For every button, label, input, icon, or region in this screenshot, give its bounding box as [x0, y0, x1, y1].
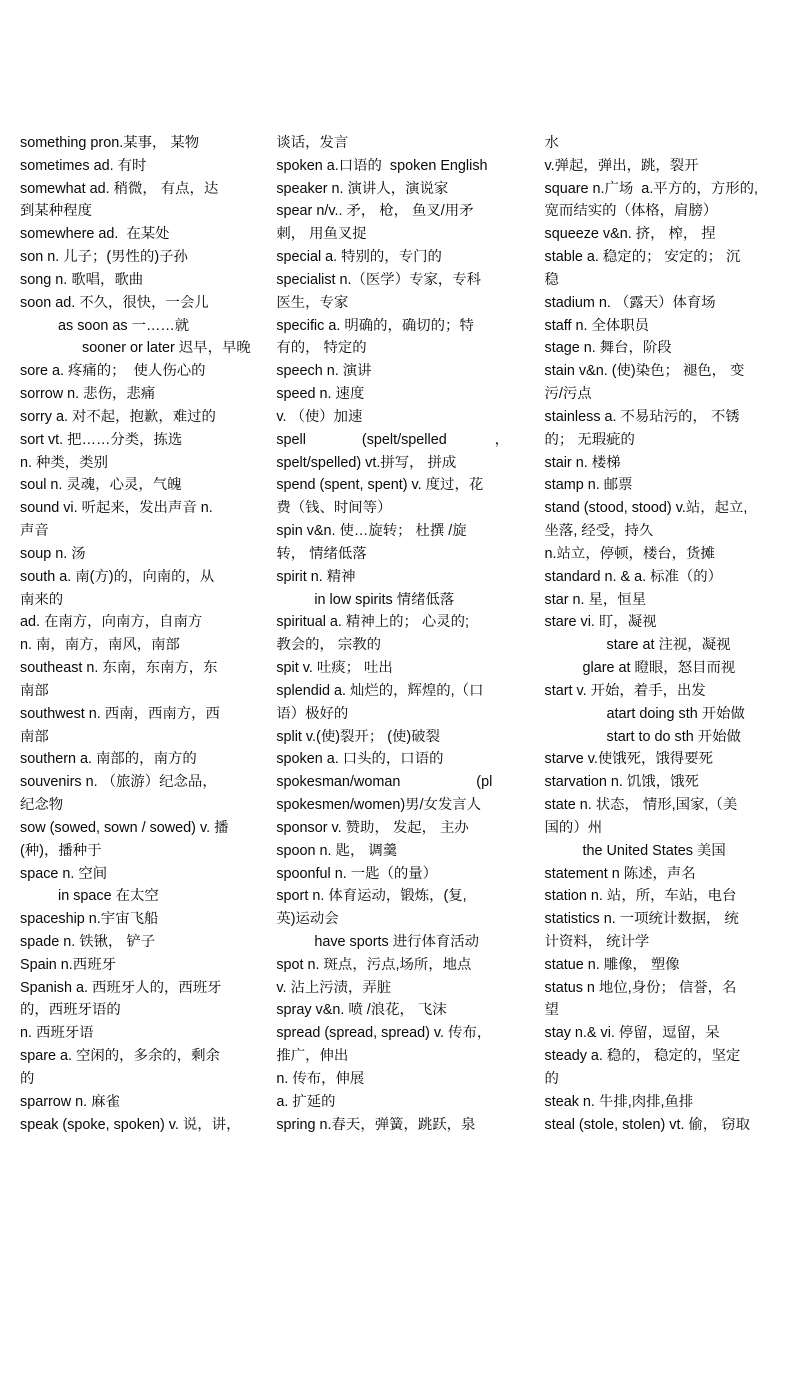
dictionary-entry-line: southeast n. 东南，东南方，东	[20, 660, 218, 677]
dictionary-entry-line: v. 沾上污渍，弄脏	[276, 979, 392, 996]
dictionary-entry-line: 计资料， 统计学	[544, 933, 650, 950]
dictionary-entry-line: speak (spoke, spoken) v. 说，讲，	[20, 1116, 241, 1133]
dictionary-entry-line: space n. 空间	[20, 865, 108, 882]
dictionary-entry-line: sooner or later 迟早，早晚	[82, 340, 251, 357]
dictionary-entry-line: spade n. 铁锹， 铲子	[20, 933, 156, 950]
dictionary-entry-line: 谈话，发言	[276, 135, 349, 151]
dictionary-entry-line: souvenirs n. （旅游）纪念品，	[20, 774, 217, 791]
word-list-column-2	[271, 132, 536, 1136]
dictionary-entry-line: sound vi. 听起来，发出声音 n.	[20, 500, 213, 517]
dictionary-entry-line: stadium n. （露天）体育场	[544, 294, 716, 311]
dictionary-entry-line: song n. 歌唱，歌曲	[20, 271, 144, 288]
dictionary-entry-line: split v.(使)裂开； (使)破裂	[276, 728, 440, 745]
dictionary-entry-line: the United States 美国	[582, 842, 726, 859]
dictionary-entry-line: stay n.& vi. 停留，逗留，呆	[544, 1025, 720, 1042]
dictionary-entry-line: 的	[20, 1070, 35, 1087]
dictionary-entry-line: have sports 进行体育活动	[314, 933, 480, 950]
dictionary-entry-line: stair n. 楼梯	[544, 454, 621, 471]
dictionary-entry-line: south a. 南(方)的，向南的，从	[20, 568, 215, 585]
dictionary-entry-line: specialist n.（医学）专家，专科	[276, 271, 482, 288]
dictionary-entry-line: 坐落, 经受，持久	[544, 523, 654, 540]
dictionary-entry-line: squeeze v&n. 挤， 榨， 捏	[544, 226, 716, 243]
dictionary-entry-line: spaceship n.宇宙飞船	[20, 911, 159, 928]
dictionary-entry-line: spokesmen/women)男/女发言人	[276, 797, 482, 814]
dictionary-entry-line: spoken a.口语的 spoken English	[276, 157, 488, 174]
dictionary-entry-line: 费（钱、时间等）	[276, 500, 392, 517]
dictionary-entry-line: 南来的	[20, 591, 64, 608]
dictionary-entry-line: sow (sowed, sown / sowed) v. 播	[20, 819, 229, 836]
dictionary-entry-line: starve v.使饿死，饿得要死	[544, 751, 713, 768]
dictionary-entry-line: 污/污点	[544, 386, 592, 403]
dictionary-entry-line: spray v&n. 喷 /浪花， 飞沫	[276, 1002, 447, 1019]
dictionary-entry-line: 稳	[544, 271, 559, 288]
dictionary-entry-line: steak n. 牛排,肉排,鱼排	[544, 1093, 694, 1110]
dictionary-entry-line: start to do sth 开始做	[606, 728, 741, 745]
dictionary-entry-line: status n 地位,身份； 信誉，名	[544, 979, 737, 996]
dictionary-entry-line: stainless a. 不易玷污的， 不锈	[544, 408, 740, 425]
dictionary-entry-line: n. 传布，伸展	[276, 1070, 365, 1087]
dictionary-entry-line: 推广，伸出	[276, 1048, 349, 1065]
dictionary-entry-line: spin v&n. 使…旋转； 杜撰 /旋	[276, 523, 467, 540]
dictionary-entry-line: soup n. 汤	[20, 545, 86, 562]
dictionary-entry-line: 宽而结实的（体格，肩膀）	[544, 203, 718, 220]
dictionary-entry-line: state n. 状态， 情形,国家,（美	[544, 797, 738, 814]
dictionary-entry-line: steal (stole, stolen) vt. 偷， 窃取	[544, 1116, 751, 1133]
dictionary-entry-line: 声音	[20, 523, 49, 540]
dictionary-entry-line: stare vi. 盯，凝视	[544, 614, 657, 631]
dictionary-entry-line: speed n. 速度	[276, 386, 365, 403]
dictionary-entry-line: 纪念物	[20, 797, 64, 814]
dictionary-entry-line: 到某种程度	[20, 203, 92, 220]
dictionary-entry-line: n. 南，南方，南风，南部	[20, 637, 180, 654]
three-column-layout	[14, 132, 789, 1136]
dictionary-entry-line: somewhere ad. 在某处	[20, 226, 170, 243]
dictionary-entry-line: special a. 特别的，专门的	[276, 249, 442, 266]
dictionary-entry-line: 水	[544, 135, 559, 151]
dictionary-entry-line: speaker n. 演讲人，演说家	[276, 180, 449, 197]
dictionary-entry-line: station n. 站，所，车站，电台	[544, 888, 737, 905]
dictionary-entry-line: glare at 瞪眼，怒目而视	[582, 660, 736, 677]
dictionary-entry-line: stable a. 稳定的； 安定的； 沉	[544, 249, 741, 266]
dictionary-entry-line: spoon n. 匙， 调羹	[276, 842, 398, 859]
dictionary-entry-line: 有的， 特定的	[276, 340, 367, 357]
dictionary-entry-line: spend (spent, spent) v. 度过，花	[276, 477, 484, 494]
dictionary-entry-line: spot n. 斑点，污点,场所，地点	[276, 956, 472, 973]
dictionary-entry-line: 南部	[20, 728, 49, 745]
dictionary-entry-line: spread (spread, spread) v. 传布，	[276, 1025, 492, 1042]
dictionary-entry-line: statistics n. 一项统计数据， 统	[544, 911, 739, 928]
dictionary-entry-line: specific a. 明确的，确切的；特	[276, 317, 474, 334]
dictionary-entry-line: v.弹起，弹出，跳，裂开	[544, 157, 699, 174]
dictionary-entry-line: sorry a. 对不起，抱歉，难过的	[20, 408, 216, 425]
dictionary-entry-line: stain v&n. (使)染色； 褪色， 变	[544, 363, 745, 380]
dictionary-entry-line: statement n 陈述，声名	[544, 865, 696, 882]
dictionary-entry-line: spare a. 空闲的，多余的，剩余	[20, 1048, 220, 1065]
dictionary-entry-line: son n. 儿子；(男性的)子孙	[20, 249, 188, 266]
dictionary-entry-line: 的； 无瑕疵的	[544, 431, 635, 448]
dictionary-entry-line: something pron.某事， 某物	[20, 135, 200, 151]
dictionary-entry-line: (种)，播种于	[20, 842, 102, 859]
dictionary-entry-line: soon ad. 不久，很快，一会儿	[20, 294, 209, 311]
dictionary-entry-line: spit v. 吐痰； 吐出	[276, 660, 393, 677]
dictionary-entry-line: as soon as 一……就	[58, 317, 190, 334]
dictionary-entry-line: sponsor v. 赞助， 发起， 主办	[276, 819, 469, 836]
dictionary-entry-line: a. 扩延的	[276, 1093, 336, 1110]
dictionary-entry-line: 教会的， 宗教的	[276, 637, 382, 654]
dictionary-entry-line: 望	[544, 1002, 559, 1019]
dictionary-entry-line: stage n. 舞台，阶段	[544, 340, 672, 357]
dictionary-entry-line: stand (stood, stood) v.站，起立,	[544, 500, 748, 517]
dictionary-entry-line: in space 在太空	[58, 888, 159, 905]
dictionary-entry-line: staff n. 全体职员	[544, 317, 650, 334]
word-list-column-3	[537, 132, 789, 1136]
dictionary-entry-line: 的	[544, 1070, 559, 1087]
dictionary-entry-line: Spanish a. 西班牙人的，西班牙	[20, 979, 222, 996]
dictionary-entry-line: soul n. 灵魂，心灵，气魄	[20, 477, 182, 494]
dictionary-entry-line: steady a. 稳的， 稳定的，坚定	[544, 1048, 741, 1065]
dictionary-entry-line: stare at 注视，凝视	[606, 637, 731, 654]
dictionary-entry-line: 医生，专家	[276, 294, 349, 311]
dictionary-entry-line: 转， 情绪低落	[276, 545, 367, 562]
dictionary-entry-line: spirit n. 精神	[276, 568, 356, 585]
dictionary-entry-line: in low spirits 情绪低落	[314, 591, 455, 608]
dictionary-entry-line: 刺， 用鱼叉捉	[276, 226, 367, 243]
dictionary-entry-line: sport n. 体育运动，锻炼，(复,	[276, 888, 467, 905]
dictionary-entry-line: atart doing sth 开始做	[606, 705, 745, 722]
dictionary-entry-line: 英)运动会	[276, 911, 339, 928]
dictionary-entry-line: 的，西班牙语的	[20, 1002, 121, 1019]
dictionary-entry-line: spring n.春天，弹簧，跳跃，泉	[276, 1116, 476, 1133]
dictionary-entry-line: start v. 开始，着手，出发	[544, 682, 706, 699]
dictionary-entry-line: spiritual a. 精神上的； 心灵的;	[276, 614, 470, 631]
dictionary-entry-line: spell (spelt/spelled ，	[276, 431, 510, 448]
dictionary-entry-line: square n.广场 a.平方的，方形的,	[544, 180, 759, 197]
dictionary-entry-line: sore a. 疼痛的； 使人伤心的	[20, 363, 206, 380]
dictionary-entry-line: southwest n. 西南，西南方，西	[20, 705, 220, 722]
dictionary-entry-line: n. 种类，类别	[20, 454, 108, 471]
word-list-column-1	[14, 132, 271, 1136]
dictionary-entry-line: star n. 星，恒星	[544, 591, 647, 608]
dictionary-entry-line: standard n. & a. 标准（的）	[544, 568, 723, 585]
dictionary-entry-line: sparrow n. 麻雀	[20, 1093, 120, 1110]
dictionary-entry-line: v. （使）加速	[276, 408, 363, 425]
dictionary-entry-line: spoken a. 口头的，口语的	[276, 751, 444, 768]
dictionary-entry-line: ad. 在南方，向南方，自南方	[20, 614, 203, 631]
dictionary-entry-line: southern a. 南部的，南方的	[20, 751, 197, 768]
dictionary-entry-line: spoonful n. 一匙（的量）	[276, 865, 438, 882]
dictionary-entry-line: n.站立，停顿，楼台，货摊	[544, 545, 715, 562]
dictionary-entry-line: statue n. 雕像， 塑像	[544, 956, 680, 973]
dictionary-entry-line: spokesman/woman (pl	[276, 774, 493, 791]
dictionary-entry-line: speech n. 演讲	[276, 363, 372, 380]
dictionary-entry-line: sorrow n. 悲伤，悲痛	[20, 386, 156, 403]
dictionary-entry-line: sometimes ad. 有时	[20, 157, 147, 174]
dictionary-entry-line: splendid a. 灿烂的，辉煌的,（口	[276, 682, 484, 699]
dictionary-entry-line: n. 西班牙语	[20, 1025, 94, 1042]
dictionary-entry-line: spelt/spelled) vt.拼写， 拼成	[276, 454, 457, 471]
dictionary-entry-line: spear n/v.. 矛， 枪， 鱼叉/用矛	[276, 203, 474, 220]
dictionary-entry-line: 语）极好的	[276, 705, 349, 722]
dictionary-entry-line: 南部	[20, 682, 49, 699]
dictionary-entry-line: sort vt. 把……分类，拣选	[20, 431, 183, 448]
dictionary-entry-line: Spain n.西班牙	[20, 956, 116, 973]
dictionary-entry-line: stamp n. 邮票	[544, 477, 633, 494]
dictionary-entry-line: somewhat ad. 稍微， 有点，达	[20, 180, 219, 197]
dictionary-entry-line: 国的）州	[544, 819, 603, 836]
dictionary-entry-line: starvation n. 饥饿，饿死	[544, 774, 699, 791]
